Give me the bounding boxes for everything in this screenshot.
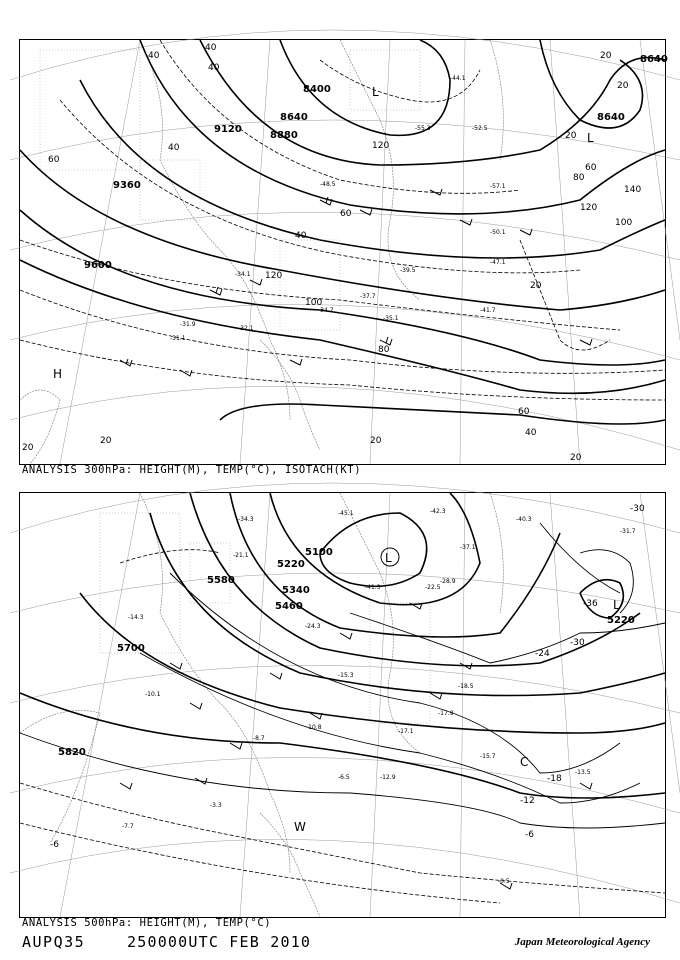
temperature-label: -31.1 <box>170 335 186 342</box>
chart-id: AUPQ35 <box>22 933 86 951</box>
temperature-label: -17.9 <box>438 710 454 717</box>
height-label: 5100 <box>305 547 333 558</box>
height-label: 5220 <box>277 559 305 570</box>
isotach-label: 20 <box>565 131 577 141</box>
temperature-contour-label: -24 <box>535 649 550 659</box>
isotach-label: 40 <box>295 231 307 241</box>
coastline <box>20 493 503 917</box>
panel-caption: ANALYSIS 500hPa: HEIGHT(M), TEMP(°C) <box>22 917 272 929</box>
isotach-label: 20 <box>100 436 112 446</box>
graticule <box>10 483 680 917</box>
isotach-label: 20 <box>570 453 582 463</box>
temperature-label: -15.7 <box>480 753 496 760</box>
warm-center: W <box>294 820 306 834</box>
low-center: L <box>587 131 594 145</box>
height-label: 9120 <box>214 124 242 135</box>
isotach-label: 60 <box>585 163 597 173</box>
height-label: 5820 <box>58 747 86 758</box>
temperature-label: -37.1 <box>460 544 476 551</box>
height-label: 9360 <box>113 180 141 191</box>
height-label: 5340 <box>282 585 310 596</box>
temperature-label: -41.7 <box>480 307 496 314</box>
temperature-label: -8.7 <box>253 735 265 742</box>
temperature-label: -6.5 <box>338 774 350 781</box>
temperature-label: -42.3 <box>430 508 446 515</box>
temperature-label: -50.1 <box>490 229 506 236</box>
temperature-label: -13.5 <box>575 769 591 776</box>
height-label: 8640 <box>597 112 625 123</box>
valid-time: 250000UTC FEB 2010 <box>127 933 312 951</box>
isotach-label: 140 <box>624 185 642 195</box>
temperature-label: -28.9 <box>440 578 456 585</box>
isotach-label: 60 <box>518 407 530 417</box>
chart-300hpa-svg <box>20 40 668 464</box>
height-label: 8640 <box>280 112 308 123</box>
temperature-label: -0.5 <box>498 878 510 885</box>
temperature-label: -32.1 <box>238 325 254 332</box>
temperature-label: -34.3 <box>238 516 254 523</box>
temperature-label: -3.3 <box>210 802 222 809</box>
isotach-label: 120 <box>580 203 598 213</box>
humidity-grid <box>40 50 420 330</box>
isotach-label: 80 <box>573 173 585 183</box>
high-center: H <box>53 367 63 381</box>
temperature-label: -35.1 <box>383 315 399 322</box>
height-label: 5460 <box>275 601 303 612</box>
isotach-label: 40 <box>168 143 180 153</box>
temperature-label: -31.9 <box>180 321 196 328</box>
isotach-label: 40 <box>148 51 160 61</box>
isotach-label: 40 <box>525 428 537 438</box>
temperature-label: -17.1 <box>398 728 414 735</box>
temperature-label: -37.7 <box>360 293 376 300</box>
isotach-label: 100 <box>305 298 323 308</box>
isotach-label: 20 <box>600 51 612 61</box>
temperature-contour-label: -30 <box>630 504 645 514</box>
temperature-contour-label: -30 <box>570 638 585 648</box>
chart-300hpa <box>19 39 666 465</box>
temperature-label: -45.1 <box>338 510 354 517</box>
temperature-label: -57.1 <box>490 183 506 190</box>
temperature-contour-label: -6 <box>525 830 534 840</box>
temperature-label: -41.3 <box>365 584 381 591</box>
temperature-label: -40.3 <box>516 516 532 523</box>
isotach-label: 20 <box>617 81 629 91</box>
agency-name: Japan Meteorological Agency <box>514 936 650 948</box>
temperature-label: -24.3 <box>305 623 321 630</box>
temperature-label: -7.7 <box>122 823 134 830</box>
height-label: 5700 <box>117 643 145 654</box>
isotach-label: 20 <box>530 281 542 291</box>
isotach-label: 40 <box>208 63 220 73</box>
chart-500hpa <box>19 492 666 918</box>
low-center: L <box>372 85 379 99</box>
temperature-label: -10.1 <box>145 691 161 698</box>
height-label: 8400 <box>303 84 331 95</box>
temperature-label: -15.3 <box>338 672 354 679</box>
isotach-label: 120 <box>372 141 390 151</box>
temperature-label: -52.5 <box>472 125 488 132</box>
isotach-label: 20 <box>22 443 34 453</box>
temperature-contour-label: -6 <box>50 840 59 850</box>
isotach-label: 20 <box>370 436 382 446</box>
temperature-contour-label: -36 <box>583 599 598 609</box>
temperature-label: -47.1 <box>490 259 506 266</box>
height-label: 5220 <box>607 615 635 626</box>
height-label: 9600 <box>84 260 112 271</box>
temperature-label: -55.3 <box>415 125 431 132</box>
isotach-label: 60 <box>340 209 352 219</box>
temperature-contour-label: -18 <box>547 774 562 784</box>
temperature-label: -14.3 <box>128 614 144 621</box>
panel-caption: ANALYSIS 300hPa: HEIGHT(M), TEMP(°C), ISOTACH(KT) <box>22 464 362 476</box>
temperature-label: -34.1 <box>235 271 251 278</box>
temperature-contour-label: -12 <box>520 796 535 806</box>
temperature-label: -34.7 <box>318 307 334 314</box>
low-center: L <box>613 598 620 612</box>
coastline <box>20 40 503 464</box>
temperature-label: -44.1 <box>450 75 466 82</box>
temperature-label: -21.1 <box>233 552 249 559</box>
isotach-label: 40 <box>205 43 217 53</box>
height-label: 8640 <box>640 54 668 65</box>
wind-barbs <box>120 603 592 889</box>
dashed-contours <box>20 550 665 903</box>
height-label: 5580 <box>207 575 235 586</box>
temperature-label: -22.5 <box>425 584 441 591</box>
chart-500hpa-svg <box>20 493 665 917</box>
isotach-label: 100 <box>615 218 633 228</box>
graticule <box>10 30 680 464</box>
isotach-label: 120 <box>265 271 283 281</box>
low-center: L <box>385 551 392 565</box>
isotach-label: 80 <box>378 345 390 355</box>
temperature-label: -39.5 <box>400 267 416 274</box>
cold-center: C <box>520 755 529 769</box>
temperature-label: -18.5 <box>458 683 474 690</box>
temperature-label: -31.7 <box>620 528 636 535</box>
temperature-label: -48.5 <box>320 181 336 188</box>
isotach-label: 60 <box>48 155 60 165</box>
height-contours <box>20 40 665 424</box>
temperature-label: -10.8 <box>306 724 322 731</box>
temperature-label: -12.9 <box>380 774 396 781</box>
height-label: 8880 <box>270 130 298 141</box>
